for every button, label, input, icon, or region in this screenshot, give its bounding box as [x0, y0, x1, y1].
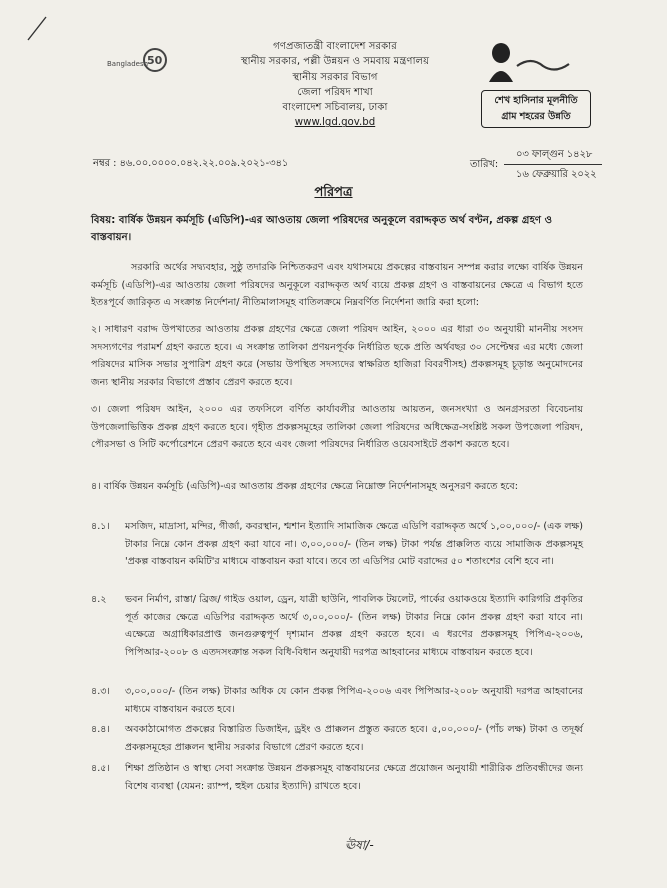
item-number: ৪.৪।: [91, 724, 110, 735]
item-text: অবকাঠামোগত প্রকল্পের বিস্তারিত ডিজাইন, ড্রইং ও প্রাক্কলন প্রস্তুত করতে হবে। ৫,০০,০০০/- (পাঁচ লক্ষ) টাকা ও তদূর্ধ্ব প্রকল্পসমূহের প্রাক্কলন স্থানীয় সরকার বিভাগে প্রেরণ করতে হবে।: [125, 724, 583, 753]
item-number: ৪.৩।: [91, 686, 110, 697]
subject-line: বিষয়: বার্ষিক উন্নয়ন কর্মসূচি (এডিপি)-এর আওতায় জেলা পরিষদের অনুকূলে বরাদ্দকৃত অর্থ বণ্টন, প্রকল্প গ্রহণ ও বাস্তবায়ন।: [91, 215, 553, 243]
date-label: তারিখ:: [470, 159, 499, 170]
list-item: [91, 721, 583, 759]
paragraph-4: ৪। বার্ষিক উন্নয়ন কর্মসূচি (এডিপি)-এর আওতায় প্রকল্প গ্রহণের ক্ষেত্রে নিম্নোক্ত নির্দেশনাসমূহ অনুসরণ করতে হবে:: [91, 481, 518, 492]
paragraph-3: ৩। জেলা পরিষদ আইন, ২০০০ এর তফসিলে বর্ণিত কার্যাবলীর আওতায় আয়তন, জনসংখ্যা ও অনগ্রসরতা বিবেচনায় উপজেলাভিত্তিক প্রকল্প গ্রহণ করতে হবে। গৃহীত প্রকল্পসমূহের তালিকা জেলা পরিষদের অধিক্ষেত্র-সংশ্লিষ্ট সকল উপজেলা পরিষদ, পৌরসভা ও সিটি কর্পোরেশনে প্রেরণ করতে হবে এবং জেলা পরিষদের নির্ধারিত ওয়েবসাইটে প্রকাশ করতে হবে।: [91, 404, 583, 451]
tagline-line-1: শেখ হাসিনার মূলনীতি: [494, 95, 578, 106]
header-line-4: জেলা পরিষদ শাখা: [297, 86, 373, 98]
letterhead: [200, 39, 470, 131]
logo-text: Bangladesh: [107, 60, 149, 68]
item-text: শিক্ষা প্রতিষ্ঠান ও স্বাস্থ্য সেবা সংক্রান্ত উন্নয়ন প্রকল্পসমূহ বাস্তবায়নের ক্ষেত্রে প্রয়োজন অনুযায়ী শারীরিক প্রতিবন্ধীদের জন্য বিশেষ ব্যবস্থা (যেমন: র‍্যাম্প, হুইল চেয়ার ইত্যাদি) রাখতে হবে।: [125, 763, 583, 792]
bangladesh-50-logo: [105, 42, 171, 78]
heading-text: পরিপত্র: [314, 185, 353, 200]
item-number: ৪.৫।: [91, 763, 110, 774]
header-line-1: গণপ্রজাতন্ত্রী বাংলাদেশ সরকার: [273, 41, 397, 52]
date-block: [504, 145, 602, 184]
item-number: ৪.২: [91, 594, 107, 605]
header-line-5: বাংলাদেশ সচিবালয়, ঢাকা: [282, 102, 388, 114]
date-bangla: ০৩ ফাল্গুন ১৪২৮: [504, 145, 602, 165]
signature: ঊষা/-: [345, 838, 374, 852]
tagline-line-2: গ্রাম শহরের উন্নতি: [501, 111, 571, 122]
item-number: ৪.১।: [91, 521, 110, 532]
date-english: ১৬ ফেব্রুয়ারি ২০২২: [516, 169, 597, 180]
website-link[interactable]: www.lgd.gov.bd: [294, 117, 376, 129]
paragraph-2: ২। সাধারণ বরাদ্দ উপখাতের আওতায় প্রকল্প গ্রহণের ক্ষেত্রে জেলা পরিষদ আইন, ২০০০ এর ধারা ৩০ অনুযায়ী মাননীয় সংসদ সদস্যগণের পরামর্শ গ্রহণ করতে হবে। এ সংক্রান্ত তালিকা প্রণয়নপূর্বক নির্ধারিত ছকে প্রতি অর্থবছর ৩০ সেপ্টেম্বর এর মধ্যে জেলা পরিষদের মাসিক সভার সুপারিশ গ্রহণ করে (সভায় উপস্থিত সদস্যদের স্বাক্ষরিত হাজিরা বিবরণীসহ) প্রকল্পসমূহ চূড়ান্ত অনুমোদনের জন্য স্থানীয় সরকার বিভাগে প্রস্তাব প্রেরণ করতে হবে।: [91, 324, 583, 388]
intro-paragraph: সরকারি অর্থের সদ্ব্যবহার, সুষ্ঠু তদারকি নিশ্চিতকরণ এবং যথাসময়ে প্রকল্পের বাস্তবায়ন সম্পন্ন করার লক্ষ্যে বার্ষিক উন্নয়ন কর্মসূচি (এডিপি)-এর আওতায় জেলা পরিষদের অনুকূলে বরাদ্দকৃত অর্থ ব্যয়ে প্রকল্প গ্রহণ ও বাস্তবায়নের ক্ষেত্রে এ বিভাগ হতে ইতঃপূর্বে জারিকৃত এ সংক্রান্ত নির্দেশনা/ নীতিমালাসমূহ বাতিলক্রমে নিম্নবর্ণিত নির্দেশনা জারি করা হলো:: [91, 262, 583, 309]
item-text: মসজিদ, মাদ্রাসা, মন্দির, গীর্জা, কবরস্থান, শ্মশান ইত্যাদি সামাজিক ক্ষেত্রে এডিপি বরাদ্দকৃত অর্থে ১,০০,০০০/- (এক লক্ষ) টাকার নিম্নে কোন প্রকল্প গ্রহণ করা যাবে না। ৩,০০,০০০/- (তিন লক্ষ) টাকা পর্যন্ত প্রাক্কলিত ব্যয়ে সামাজিক প্রকল্পসমূহ 'প্রকল্প বাস্তবায়ন কমিটি'র মাধ্যমে বাস্তবায়ন করা যাবে। তবে তা এডিপির মোট বরাদ্দের ৫০ শতাংশের বেশি হবে না।: [125, 521, 583, 568]
item-text: ভবন নির্মাণ, রাস্তা/ ব্রিজ/ গাইড ওয়াল, ড্রেন, যাত্রী ছাউনি, পাবলিক টয়লেট, পার্কের ওয়াকওয়ে ইত্যাদি কারিগরি প্রকৃতির পূর্ত কাজের ক্ষেত্রে এডিপির বরাদ্দকৃত অর্থে ৩,০০,০০০/- (তিন লক্ষ) টাকার নিম্নে কোন প্রকল্প গ্রহণ করা যাবে না। এক্ষেত্রে অগ্রাধিকারপ্রাপ্ত জনগুরুত্বপূর্ণ দৃশ্যমান প্রকল্প গ্রহণ করতে হবে। এ ধরণের প্রকল্পসমূহ পিপিএ-২০০৬, পিপিআর-২০০৮ ও এতদসংক্রান্ত সকল বিধি-বিধান অনুযায়ী দরপত্র আহবানের মাধ্যমে বাস্তবায়ন করতে হবে।: [125, 594, 583, 658]
portrait-logo: [483, 38, 578, 83]
list-item: [91, 683, 583, 721]
item-text: ৩,০০,০০০/- (তিন লক্ষ) টাকার অধিক যে কোন প্রকল্প পিপিএ-২০০৬ এবং পিপিআর-২০০৮ অনুযায়ী দরপত্র আহবানের মাধ্যমে বাস্তবায়ন করতে হবে।: [125, 686, 583, 715]
list-item: [91, 518, 583, 588]
logo-number: 50: [147, 54, 163, 67]
header-line-2: স্থানীয় সরকার, পল্লী উন্নয়ন ও সমবায় মন্ত্রণালয়: [240, 56, 430, 68]
list-item: [91, 760, 583, 798]
tagline-box: [481, 90, 591, 128]
memo-number: নম্বর : ৪৬.০০.০০০০.০৪২.২২.০০৯.২০২১-৩৪১: [93, 158, 289, 169]
list-item: [91, 591, 583, 681]
header-line-3: স্থানীয় সরকার বিভাগ: [292, 71, 378, 83]
pen-mark: [26, 14, 50, 42]
document-heading: [0, 183, 667, 204]
